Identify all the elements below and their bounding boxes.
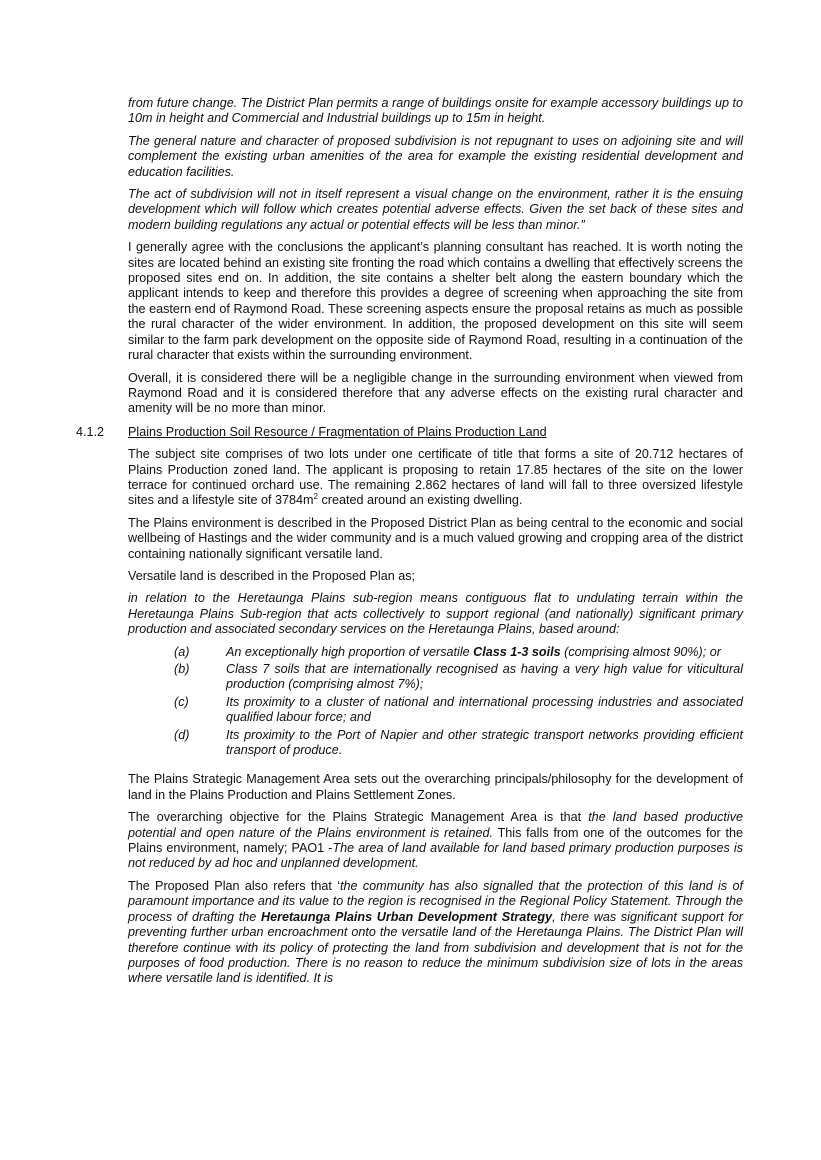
body-paragraph: The Plains Strategic Management Area sets out the overarching principals/philosophy for the development of land in the Plains Production and Plains Settlement Zones.: [128, 772, 743, 802]
list-item-label: (c): [174, 694, 189, 709]
body-paragraph: The subject site comprises of two lots under one certificate of title that forms a site of 20.712 hectares of Plains Production zoned land. The applicant is proposing to retain 17.85 hectares of the site on the lower terrace for continued orchard use. The remaining 2.862 hectares of land will fall to three oversized lifestyle sites and a lifestyle site of $3784m^2$ created around an existing dwelling.: [128, 447, 743, 508]
list-item: (d) Its proximity to the Port of Napier and other strategic transport networks providing efficient transport of produce.: [174, 727, 743, 758]
body-paragraph: I generally agree with the conclusions the applicant’s planning consultant has reached. It is worth noting the sites are located behind an existing site fronting the road which contains a dwelling that effectively screens the proposed sites end on. In addition, the site contains a shelter belt along the eastern boundary which the applicant intends to keep and therefore this provides a degree of screening when approaching the site from the eastern end of Raymond Road. These screening aspects ensure the proposal retains as much as possible the rural character of the wider environment. In addition, the proposed development on this site will seem similar to the farm park development on the opposite side of Raymond Road, resulting in a continuation of the rural character that exists within the surrounding environment.: [128, 240, 743, 363]
text-column: [76, 96, 743, 994]
list-item: (b) Class 7 soils that are internationally recognised as having a very high value for viticultural production (comprising almost 7%);: [174, 662, 743, 692]
quote-paragraph: from future change. The District Plan permits a range of buildings onsite for example accessory buildings up to 10m in height and Commercial and Industrial buildings up to 15m in height.: [128, 96, 743, 126]
list-item-label: (b): [174, 662, 190, 676]
body-paragraph: The Plains environment is described in the Proposed District Plan as being central to the economic and social wellbeing of Hastings and the wider community and is a much valued growing and cropping area of the district containing nationally significant versatile land.: [128, 515, 743, 561]
definition-list: [128, 645, 743, 759]
list-item-label: (d): [174, 727, 190, 742]
list-item: (a) An exceptionally high proportion of versatile Class 1-3 soils (comprising almost 90%); or: [174, 644, 721, 659]
section-number: 4.1.2: [76, 424, 105, 439]
section-heading: [76, 424, 743, 440]
body-paragraph: Versatile land is described in the Proposed Plan as;: [128, 568, 416, 583]
list-item: (c) Its proximity to a cluster of national and international processing industries and associated qualified labour force; and: [174, 694, 743, 725]
quote-paragraph: The general nature and character of proposed subdivision is not repugnant to uses on adjoining site and will complement the existing urban amenities of the area for example the existing residential development and education facilities.: [128, 133, 743, 179]
body-paragraph: The Proposed Plan also refers that ‘the community has also signalled that the protection of this land is of paramount importance and its value to the region is recognised in the Regional Policy Statement. Through the process of drafting the Heretaunga Plains Urban Development Strategy, there was significant support for preventing further urban encroachment onto the versatile land of the Heretaunga Plains. The District Plan will therefore continue with its policy of protecting the land from subdivision and development that is not for the purposes of food production. There is no reason to reduce the minimum subdivision size of lots in the areas where versatile land is identified. It is: [128, 878, 743, 986]
superscript: 2: [313, 492, 318, 502]
list-item-label: (a): [174, 644, 190, 659]
quote-paragraph: The act of subdivision will not in itself represent a visual change on the environment, rather it is the ensuing development which will follow which creates potential adverse effects. Given the set back of these sites and modern building regulations any actual or potential effects will be less than minor.”: [128, 187, 743, 232]
body-paragraph: Overall, it is considered there will be a negligible change in the surrounding environment when viewed from Raymond Road and it is considered therefore that any adverse effects on the existing rural character and amenity will be no more than minor.: [128, 370, 743, 416]
definition-paragraph: in relation to the Heretaunga Plains sub-region means contiguous flat to undulating terrain within the Heretaunga Plains Sub-region that acts collectively to support regional (and nationally) significant primary production and associated secondary services on the Heretaunga Plains, based around:: [128, 591, 743, 637]
body-paragraph: The overarching objective for the Plains Strategic Management Area is that the land based productive potential and open nature of the Plains environment is retained. This falls from one of the outcomes for the Plains environment, namely; PAO1 -The area of land available for land based primary production purposes is not reduced by ad hoc and unplanned development.: [128, 810, 743, 871]
section-title: Plains Production Soil Resource / Fragmentation of Plains Production Land: [128, 424, 547, 439]
